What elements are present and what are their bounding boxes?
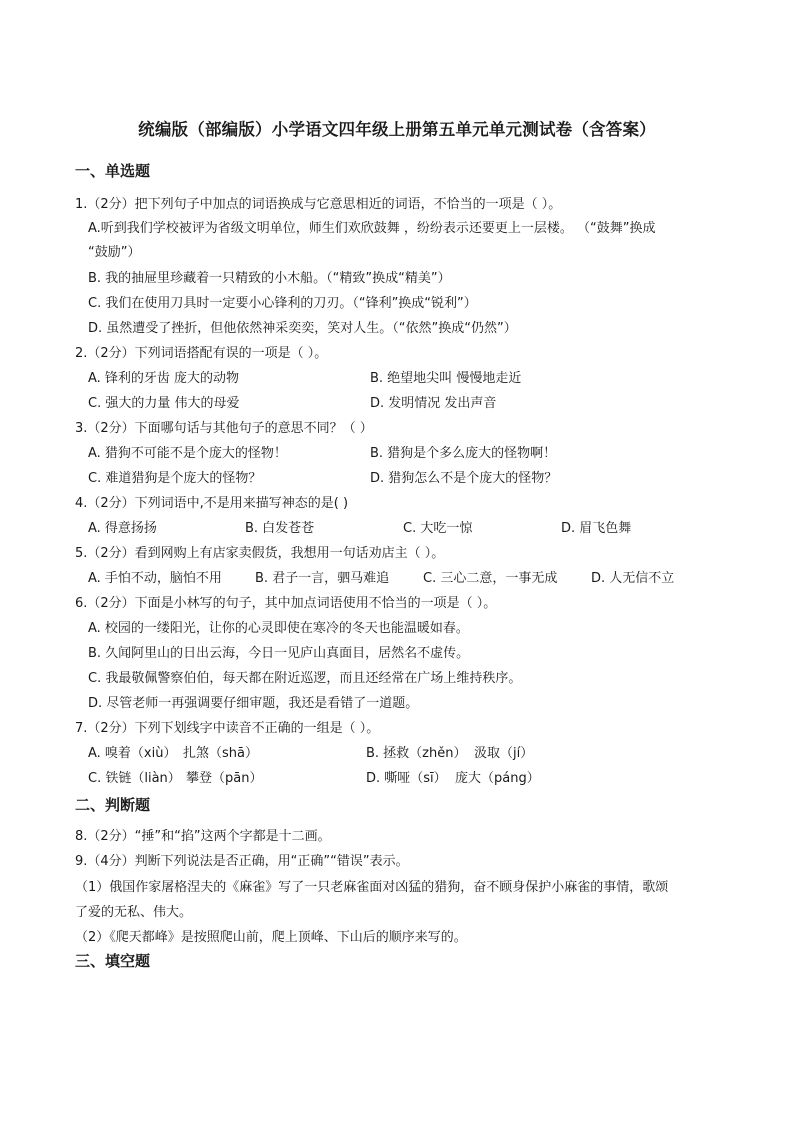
q5-option-a: A. 手怕不动，脑怕不用 xyxy=(88,571,222,586)
q4-option-c: C. 大吃一惊 xyxy=(403,521,473,536)
q2-stem: 2.（2分）下列词语搭配有误的一项是（ ）。 xyxy=(75,346,328,361)
q1-option-d: D. 虽然遭受了挫折，但他依然神采奕奕，笑对人生。（“依然”换成“仍然”） xyxy=(88,321,517,336)
q4-option-b: B. 白发苍苍 xyxy=(245,521,315,536)
q8-stem: 8.（2分）“捶”和“掐”这两个字都是十二画。 xyxy=(75,829,331,844)
q2-option-d: D. 发明情况 发出声音 xyxy=(370,396,497,411)
q4-stem: 4.（2分）下列词语中,不是用来描写神态的是( ) xyxy=(75,496,349,511)
q3-option-d: D. 猎狗怎么不是个庞大的怪物？ xyxy=(370,471,558,486)
q6-option-b: B. 久闻阿里山的日出云海，今日一见庐山真面目，居然名不虚传。 xyxy=(88,646,470,661)
q6-option-d: D. 尽管老师一再强调要仔细审题，我还是看错了一道题。 xyxy=(88,696,419,711)
q6-option-c: C. 我最敬佩警察伯伯，每天都在附近巡逻，而且还经常在广场上维持秩序。 xyxy=(88,671,522,686)
q7-option-c-word2: 攀登（pān） xyxy=(186,771,263,786)
q7-option-d-word2: 庞大（páng） xyxy=(455,771,540,786)
q7-option-a-word2: 扎煞（shā） xyxy=(183,746,258,761)
q7-option-c-word1: C. 铁链（liàn） xyxy=(88,771,181,786)
page-title: 统编版（部编版）小学语文四年级上册第五单元单元测试卷（含答案） xyxy=(138,120,656,139)
q9-part2: （2）《爬天都峰》是按照爬山前，爬上顶峰、下山后的顺序来写的。 xyxy=(75,930,467,945)
q5-option-d: D. 人无信不立 xyxy=(591,571,675,586)
section-true-false: 二、判断题 xyxy=(75,796,151,814)
q6-option-a: A. 校园的一缕阳光，让你的心灵即使在寒冷的冬天也能温暖如春。 xyxy=(88,621,469,636)
q1-option-c: C. 我们在使用刀具时一定要小心锋利的刀刃。（“锋利”换成“锐利”） xyxy=(88,296,477,311)
q1-option-b: B. 我的抽屉里珍藏着一只精致的小木船。（“精致”换成“精美”） xyxy=(88,271,451,286)
q5-option-b: B. 君子一言，驷马难追 xyxy=(255,571,390,586)
section-fill-in: 三、填空题 xyxy=(75,952,151,970)
q7-option-b-word1: B. 拯救（zhěn） xyxy=(366,746,467,761)
q7-option-d-word1: D. 嘶哑（sī） xyxy=(366,771,447,786)
q7-option-b-word2: 汲取（jí） xyxy=(474,746,534,761)
q5-stem: 5.（2分）看到网购上有店家卖假货，我想用一句话劝店主（ ）。 xyxy=(75,546,445,561)
q7-option-a-word1: A. 嗅着（xiù） xyxy=(88,746,177,761)
q1-option-a-line2: “鼓励”） xyxy=(88,245,141,260)
q4-option-d: D. 眉飞色舞 xyxy=(561,521,632,536)
q2-option-c: C. 强大的力量 伟大的母爱 xyxy=(88,396,240,411)
q3-stem: 3.（2分）下面哪句话与其他句子的意思不同？（ ） xyxy=(75,421,373,436)
q9-part1-line1: （1）俄国作家屠格涅夫的《麻雀》写了一只老麻雀面对凶猛的猎狗，奋不顾身保护小麻雀的事情，歌颂 xyxy=(75,880,669,895)
q1-stem: 1.（2分）把下列句子中加点的词语换成与它意思相近的词语，不恰当的一项是（ ）。 xyxy=(75,197,562,212)
q4-option-a: A. 得意扬扬 xyxy=(88,521,157,536)
q3-option-a: A. 猎狗不可能不是个庞大的怪物！ xyxy=(88,446,287,461)
q9-stem: 9.（4分）判断下列说法是否正确，用“正确”“错误”表示。 xyxy=(75,854,409,869)
q3-option-c: C. 难道猎狗是个庞大的怪物？ xyxy=(88,471,262,486)
section-single-choice: 一、单选题 xyxy=(75,162,151,180)
q2-option-a: A. 锋利的牙齿 庞大的动物 xyxy=(88,371,240,386)
q5-option-c: C. 三心二意，一事无成 xyxy=(423,571,558,586)
q2-option-b: B. 绝望地尖叫 慢慢地走近 xyxy=(370,371,522,386)
q7-stem: 7.（2分）下列下划线字中读音不正确的一组是（ ）。 xyxy=(75,721,380,736)
q3-option-b: B. 猎狗是个多么庞大的怪物啊！ xyxy=(370,446,557,461)
q1-option-a-line1: A.听到我们学校被评为省级文明单位，师生们欢欣鼓舞 ，纷纷表示还要更上一层楼。 （“鼓舞”换成 xyxy=(88,221,656,236)
q9-part1-line2: 了爱的无私、伟大。 xyxy=(75,905,193,920)
q6-stem: 6.（2分）下面是小林写的句子，其中加点词语使用不恰当的一项是（ ）。 xyxy=(75,596,497,611)
